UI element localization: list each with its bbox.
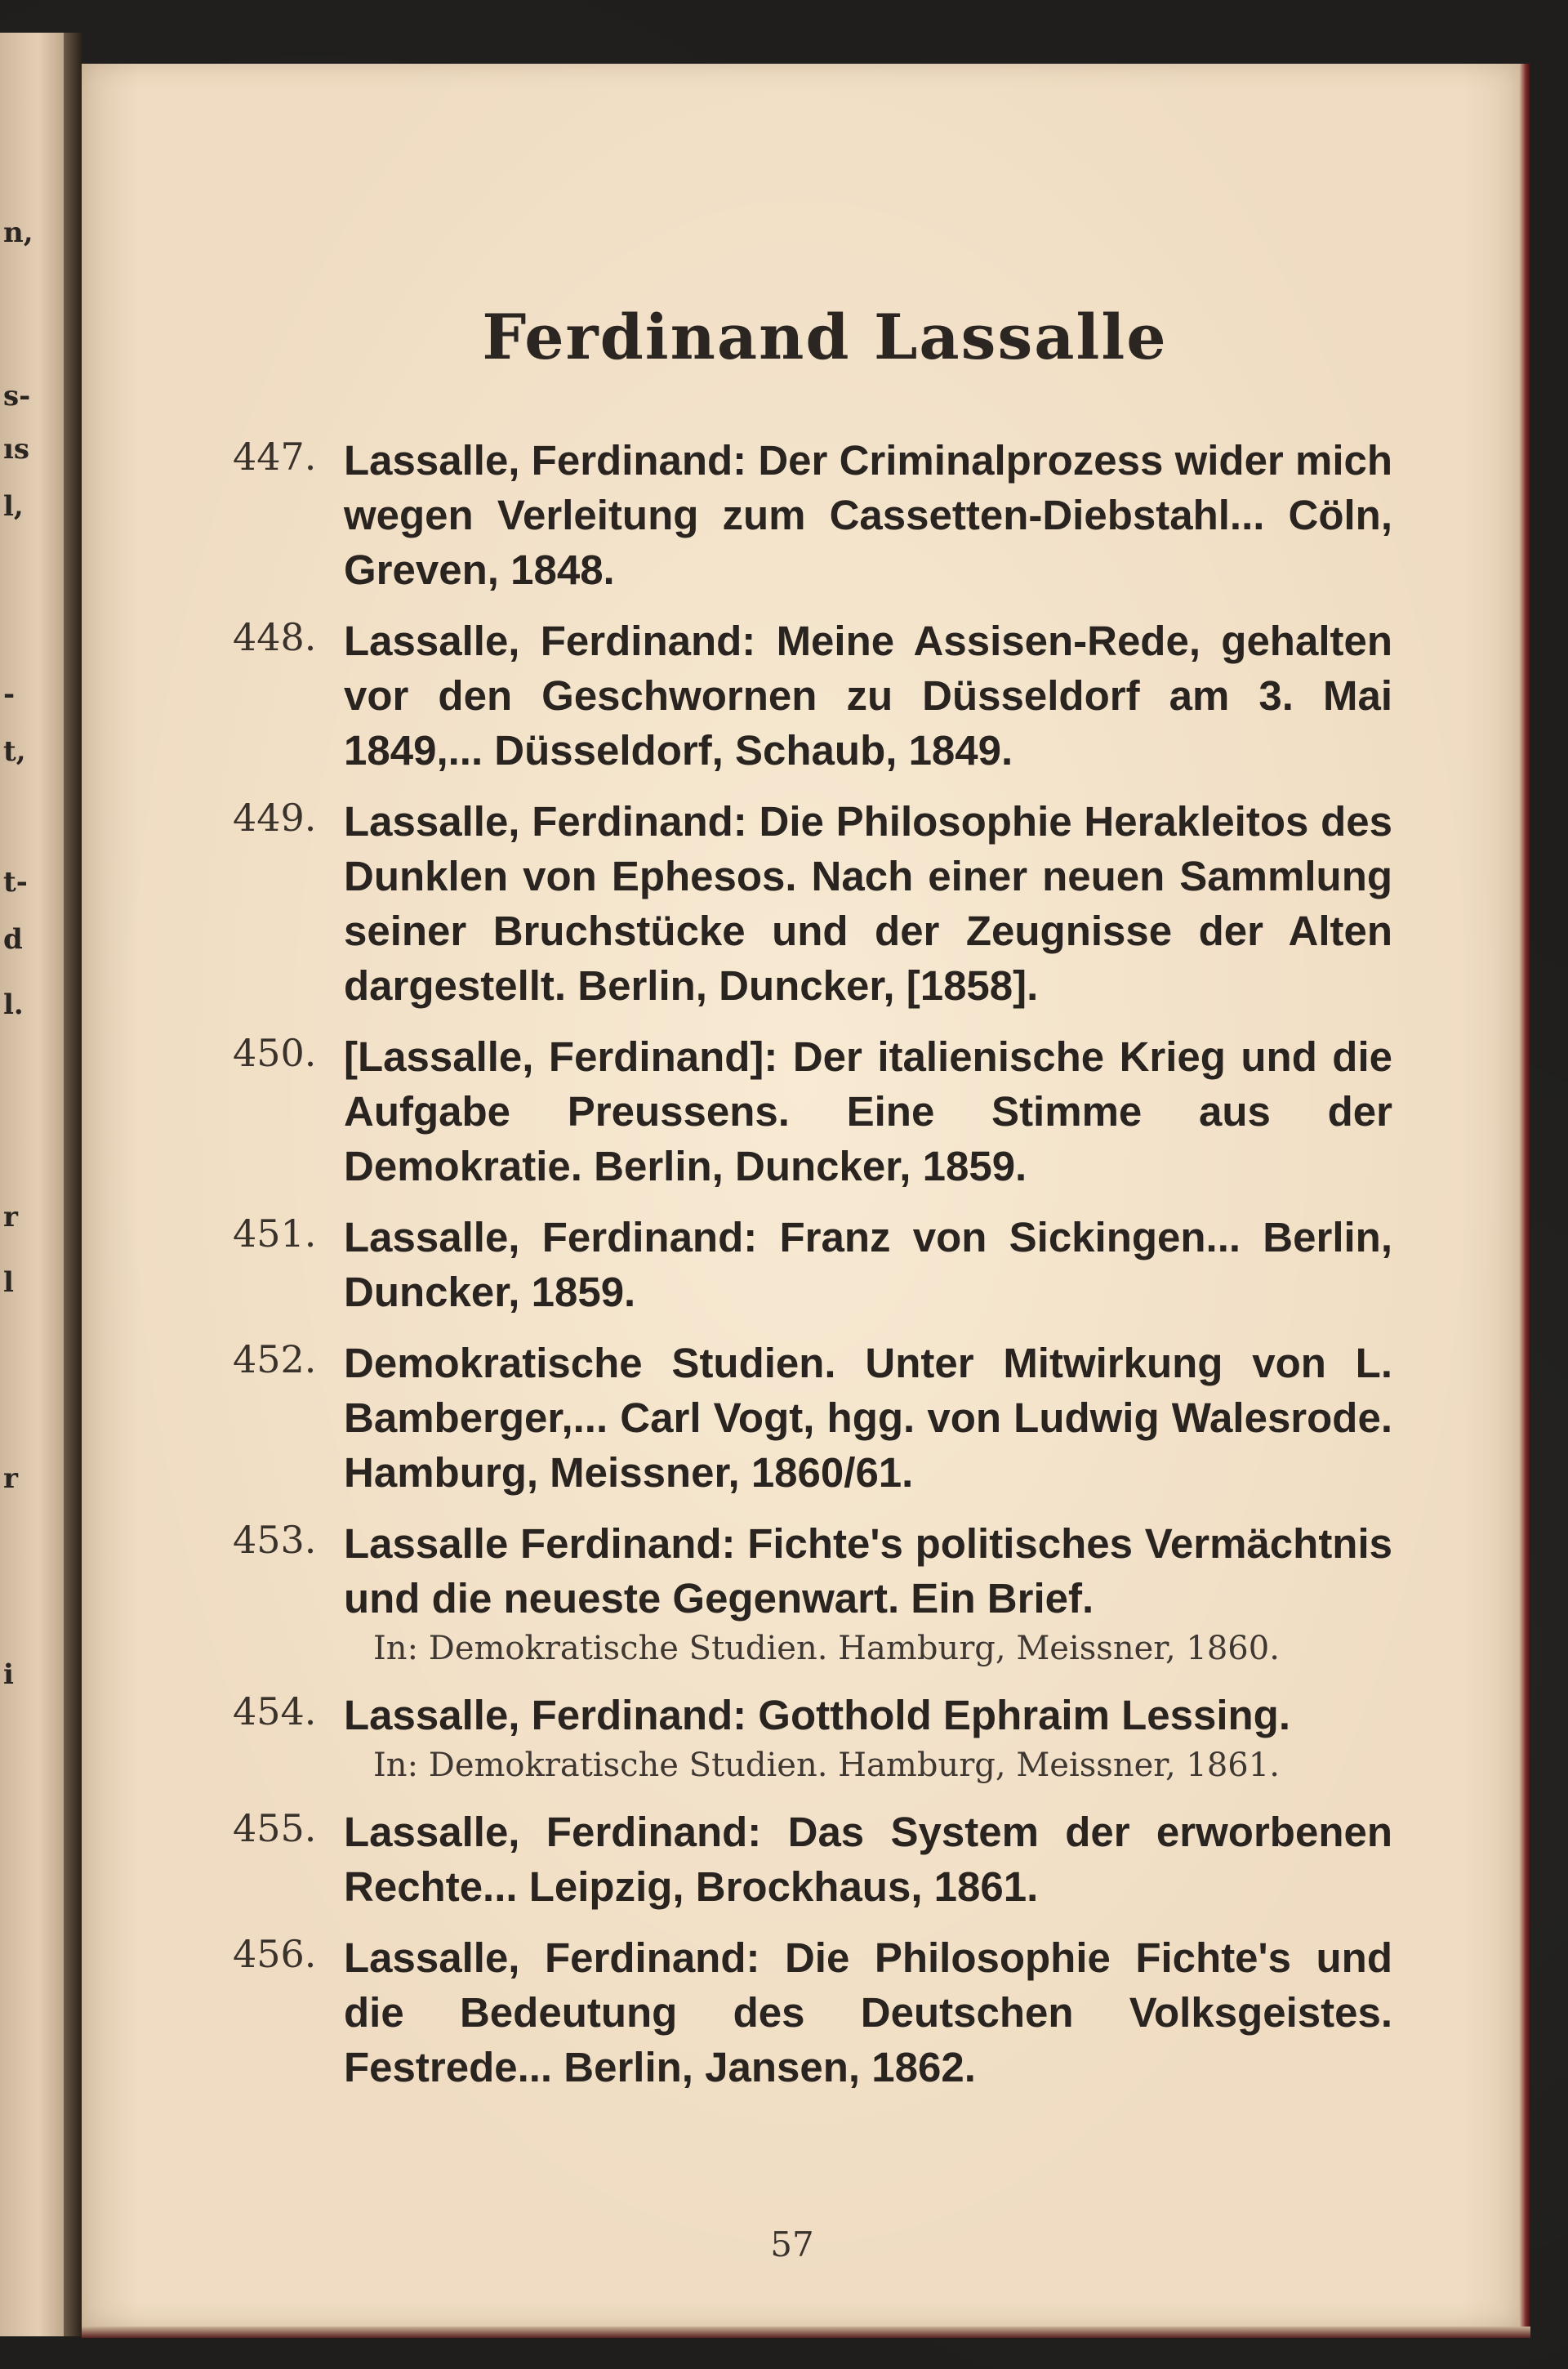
entry-text: Lassalle, Ferdinand: Die Philosophie Fichte's und die Bedeutung des Deutschen Volksgeistes. Festrede... Berlin, Jansen, 1862. [344, 1934, 1392, 2090]
entry-text: Lassalle, Ferdinand: Der Criminalprozess wider mich wegen Verleitung zum Cassetten-Diebstahl... Cöln, Greven, 1848. [344, 437, 1392, 593]
entry-text: Lassalle, Ferdinand: Gotthold Ephraim Lessing. [344, 1692, 1291, 1738]
entry-text: [Lassalle, Ferdinand]: Der italienische Krieg und die Aufgabe Preussens. Eine Stimme aus der Demokratie. Berlin, Duncker, 1859. [344, 1033, 1392, 1189]
page-fragment: t- [3, 866, 28, 899]
entry-number: 452. [233, 1337, 317, 1381]
bibliography-entry [233, 433, 1392, 597]
bibliography-entry [233, 794, 1392, 1013]
page-fragment: r [3, 1201, 18, 1234]
entry-text: Demokratische Studien. Unter Mitwirkung von L. Bamberger,... Carl Vogt, hgg. von Ludwig Walesrode. Hamburg, Meissner, 1860/61. [344, 1340, 1392, 1496]
bibliography-list [233, 433, 1392, 2111]
page-fragment: d [3, 923, 23, 956]
entry-number: 447. [233, 435, 317, 479]
entry-text: Lassalle, Ferdinand: Meine Assisen-Rede, gehalten vor den Geschwornen zu Düsseldorf am 3. Mai 1849,... Düsseldorf, Schaub, 1849. [344, 618, 1392, 774]
bibliography-entry [233, 1805, 1392, 1914]
entry-number: 456. [233, 1932, 317, 1976]
entry-number: 450. [233, 1031, 317, 1075]
page-fragment: l, [3, 490, 24, 523]
entry-source-note: In: Demokratische Studien. Hamburg, Meissner, 1861. [373, 1747, 1280, 1784]
page-fragment: - [3, 678, 16, 711]
previous-page-edge [0, 33, 64, 2336]
page-fragment: s- [3, 380, 31, 413]
bibliography-entry [233, 613, 1392, 778]
entry-number: 451. [233, 1211, 317, 1256]
entry-number: 455. [233, 1806, 317, 1850]
page-fragment: l. [3, 988, 24, 1021]
entry-number: 449. [233, 796, 317, 840]
page-fragment: n, [3, 216, 33, 249]
bibliography-entry [233, 1930, 1392, 2095]
page-fragment: r [3, 1462, 18, 1495]
bibliography-entry [233, 1688, 1392, 1788]
entry-text: Lassalle, Ferdinand: Die Philosophie Herakleitos des Dunklen von Ephesos. Nach einer neuen Sammlung seiner Bruchstücke und der Zeugnisse der Alten dargestellt. Berlin, Duncker, [1858]. [344, 798, 1392, 1009]
entry-text: Lassalle, Ferdinand: Das System der erworbenen Rechte... Leipzig, Brockhaus, 1861. [344, 1809, 1392, 1910]
bibliography-entry [233, 1210, 1392, 1319]
page-fragment: i [3, 1658, 14, 1691]
bibliography-entry [233, 1516, 1392, 1671]
entry-source-note: In: Demokratische Studien. Hamburg, Meissner, 1860. [373, 1630, 1280, 1667]
entry-number: 448. [233, 615, 317, 659]
entry-number: 454. [233, 1689, 317, 1733]
book-page [82, 64, 1519, 2327]
page-heading: Ferdinand Lassalle [482, 301, 1168, 373]
bibliography-entry [233, 1029, 1392, 1193]
book-gutter [64, 33, 82, 2336]
bibliography-entry [233, 1336, 1392, 1500]
page-number: 57 [770, 2224, 814, 2264]
entry-text: Lassalle Ferdinand: Fichte's politisches Vermächtnis und die neueste Gegenwart. Ein Brief. [344, 1520, 1392, 1622]
entry-number: 453. [233, 1518, 317, 1562]
page-edge-right [1519, 64, 1530, 2327]
page-edge-bottom [82, 2327, 1530, 2338]
entry-text: Lassalle, Ferdinand: Franz von Sickingen... Berlin, Duncker, 1859. [344, 1214, 1392, 1315]
page-fragment: ıs [3, 433, 30, 466]
page-fragment: l [3, 1266, 14, 1299]
page-fragment: t, [3, 735, 26, 768]
